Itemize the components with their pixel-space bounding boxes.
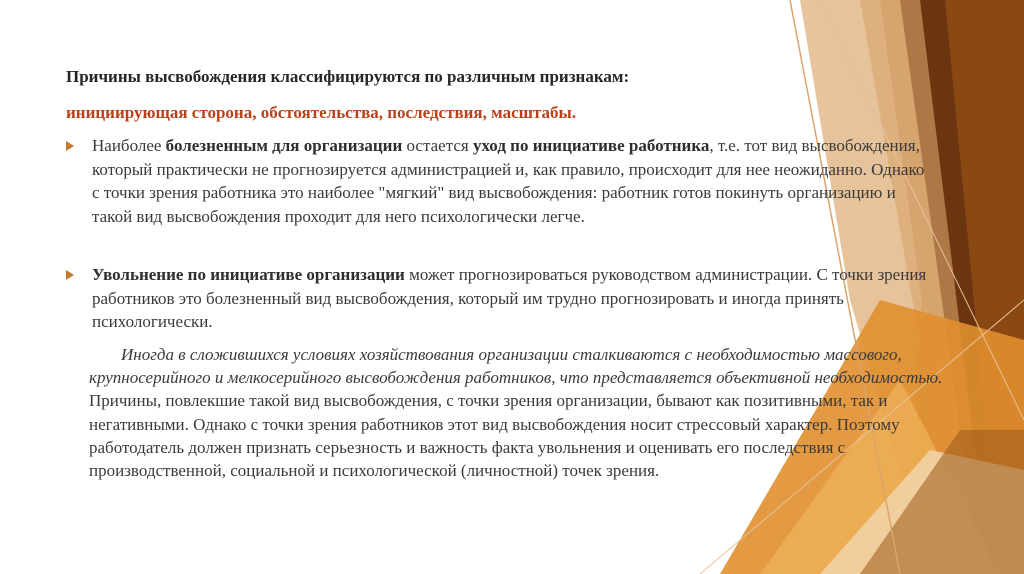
paragraph-italic: Иногда в сложившихся условиях хозяйствования организации сталкиваются с необходимостью массового, крупносерийного и мелкосерийного высвобождения работников, что представляется объективной необходимостью. bbox=[89, 345, 943, 388]
body-paragraph bbox=[89, 343, 949, 482]
bullet1-bold2: уход по инициативе работника bbox=[472, 136, 710, 155]
bullet-arrow-icon bbox=[66, 270, 74, 280]
bullet-arrow-icon bbox=[66, 141, 74, 151]
slide-subheading: инициирующая сторона, обстоятельства, последствия, масштабы. bbox=[66, 103, 577, 122]
bullet2-part1: может прогнозироваться руководством администрации. С точки зрения работников это болезненный вид высвобождения, который им трудно прогнозировать и иногда принять психологически. bbox=[92, 265, 927, 331]
bullet1-part1: Наиболее bbox=[92, 136, 166, 155]
bullet1-bold1: болезненным для организации bbox=[165, 136, 403, 155]
slide-heading: Причины высвобождения классифицируются по различным признакам: bbox=[66, 67, 630, 86]
bullet1-part2: остается bbox=[402, 136, 473, 155]
paragraph-normal: Причины, повлекшие такой вид высвобождения, с точки зрения организации, бывают как позитивными, так и негативными. Однако с точки зрения работников этот вид высвобождения носит стрессовый характер. Поэтому работодатель должен признать серьезность и важность факта увольнения и оценивать его последствия с производственной, социальной и психологической (личностной) точек зрения. bbox=[89, 391, 900, 481]
bullet1-part3: , т.е. тот вид высвобождения, который практически не прогнозируется администрацией и, как правило, происходит для нее неожиданно. Однако с точки зрения работника это наиболее "мягкий" вид высвобождения: работник готов покинуть организацию и такой вид высвобождения проходит для него психологически легче. bbox=[92, 136, 925, 226]
bullet-text-2 bbox=[92, 263, 932, 334]
bullet-text-1 bbox=[92, 134, 932, 228]
bullet2-bold1: Увольнение по инициативе организации bbox=[92, 265, 405, 284]
bullet-item-1 bbox=[66, 134, 946, 228]
bullet-item-2 bbox=[66, 263, 946, 334]
